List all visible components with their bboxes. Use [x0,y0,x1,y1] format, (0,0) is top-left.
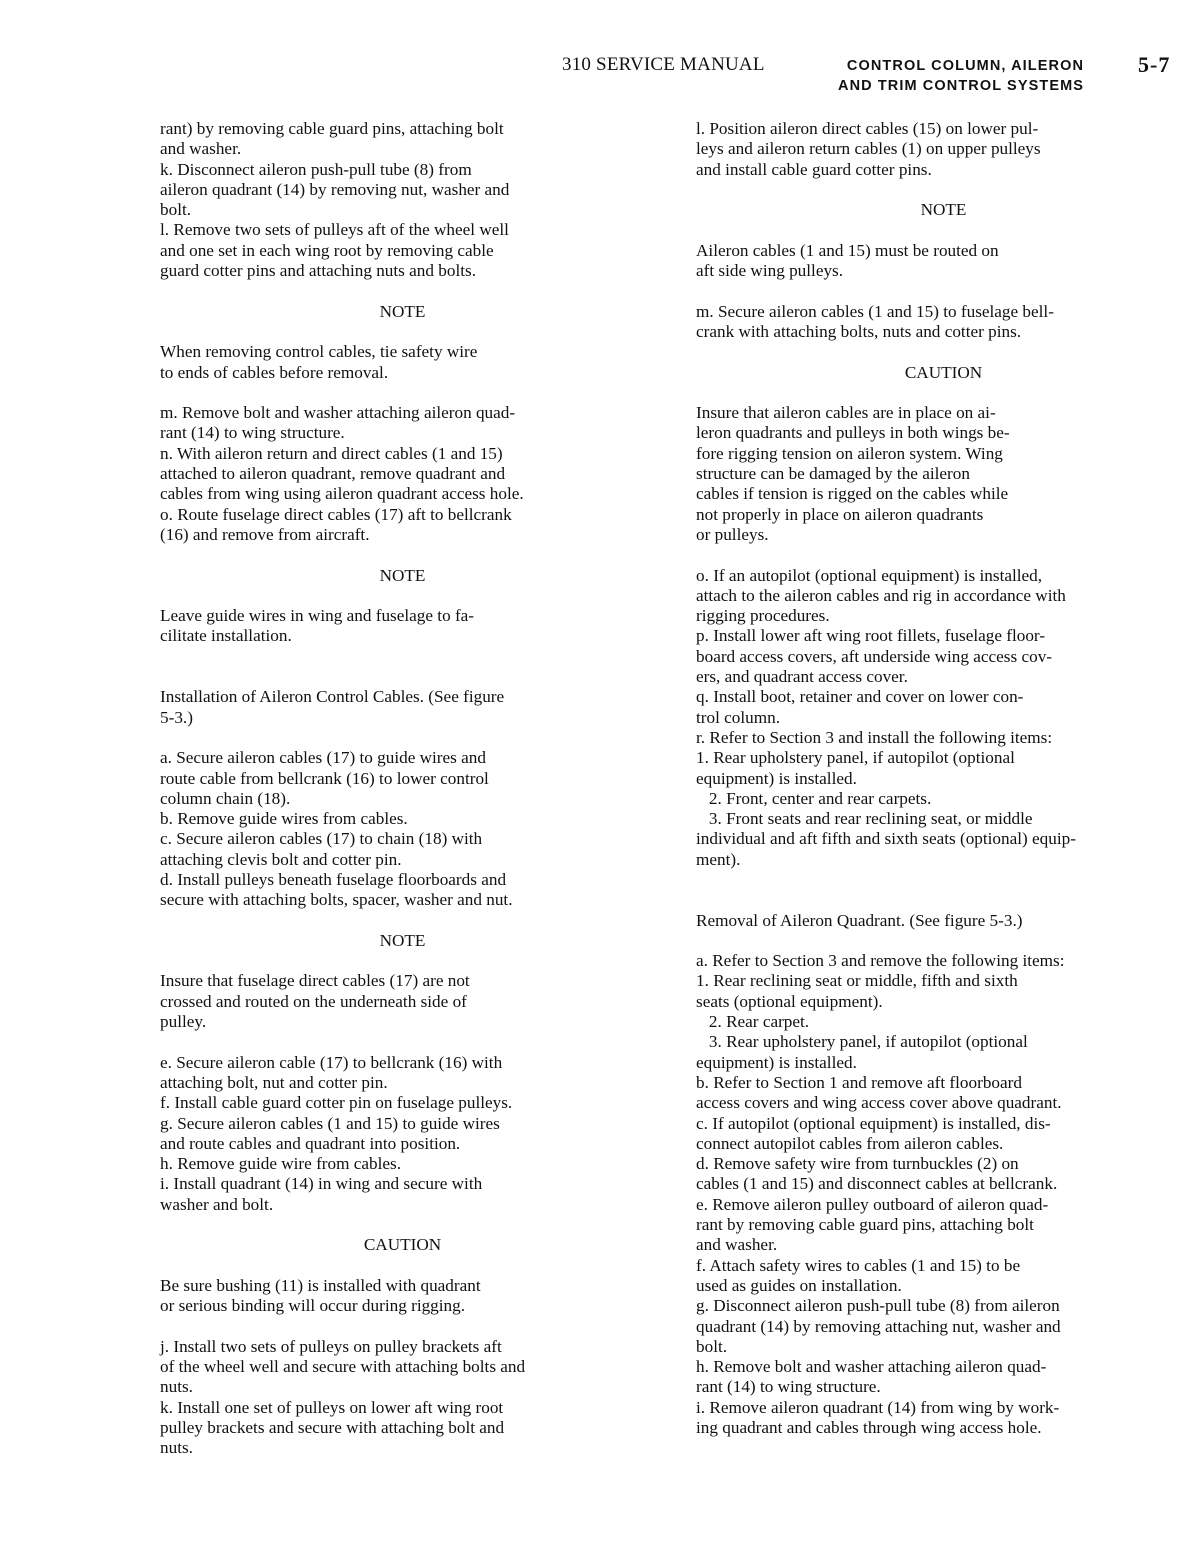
caution-line: leron quadrants and pulleys in both wings be- [696,423,1010,443]
text-line: rant) by removing cable guard pins, attaching bolt [160,119,504,138]
text-line: equipment) is installed. [696,1052,857,1072]
note-line: cilitate installation. [160,626,292,646]
step-line: k. Install one set of pulleys on lower aft wing root [160,1397,504,1417]
text-line: washer and bolt. [160,1194,274,1214]
text-line: attaching bolt, nut and cotter pin. [160,1072,388,1092]
text-line: seats (optional equipment). [696,991,883,1011]
text-line: connect autopilot cables from aileron cables. [696,1133,1004,1153]
note-line: Leave guide wires in wing and fuselage to fa- [160,606,475,626]
text-line: and install cable guard cotter pins. [696,159,932,179]
text-line: rant (14) to wing structure. [160,423,345,443]
text-line: and one set in each wing root by removing cable [160,240,494,260]
text-line: ers, and quadrant access cover. [696,667,908,687]
section-heading: Installation of Aileron Control Cables. (See figure [160,687,505,707]
text-line: aileron quadrant (14) by removing nut, washer and [160,179,510,199]
text-line: used as guides on installation. [696,1275,902,1295]
right-column [696,119,1191,1438]
note-title: NOTE [379,930,426,950]
note-line: When removing control cables, tie safety wire [160,342,478,362]
step-line: j. Install two sets of pulleys on pulley brackets aft [160,1336,502,1356]
text-line: cables from wing using aileron quadrant access hole. [160,484,524,504]
step-line: c. Secure aileron cables (17) to chain (18) with [160,829,483,849]
step-line: h. Remove guide wire from cables. [160,1154,402,1174]
step-line: q. Install boot, retainer and cover on lower con- [696,687,1024,707]
caution-line: fore rigging tension on aileron system. Wing [696,443,1003,463]
step-line: f. Install cable guard cotter pin on fuselage pulleys. [160,1093,513,1113]
note-line: Aileron cables (1 and 15) must be routed on [696,240,999,260]
caution-title: CAUTION [363,1235,442,1255]
step-line: h. Remove bolt and washer attaching aileron quad- [696,1357,1047,1377]
text-line: trol column. [696,707,781,727]
note-line: aft side wing pulleys. [696,261,844,281]
text-line: ment). [696,849,741,869]
text-line: access covers and wing access cover above quadrant. [696,1093,1062,1113]
step-line: 1. Rear reclining seat or middle, fifth and sixth [696,971,1018,991]
step-line: d. Install pulleys beneath fuselage floorboards and [160,869,507,889]
step-line: 1. Rear upholstery panel, if autopilot (optional [696,748,1015,768]
caution-line: or serious binding will occur during rigging. [160,1296,466,1316]
manual-title: 310 SERVICE MANUAL [562,54,765,75]
step-line: c. If autopilot (optional equipment) is installed, dis- [696,1113,1051,1133]
step-line: o. If an autopilot (optional equipment) is installed, [696,565,1043,585]
section-heading: Removal of Aileron Quadrant. (See figure 5-3.) [696,910,1023,930]
section-title-line2: AND TRIM CONTROL SYSTEMS [838,78,1085,94]
caution-line: Be sure bushing (11) is installed with quadrant [160,1275,481,1295]
text-line: nuts. [160,1438,193,1458]
step-line: i. Remove aileron quadrant (14) from wing by work- [696,1397,1060,1417]
caution-line: structure can be damaged by the aileron [696,464,970,484]
text-line: quadrant (14) by removing attaching nut, washer and [696,1316,1061,1336]
text-line: secure with attaching bolts, spacer, washer and nut. [160,890,513,910]
section-title [838,56,1084,96]
note-title: NOTE [379,565,426,585]
note-line: crossed and routed on the underneath side of [160,991,467,1011]
text-line: pulley brackets and secure with attaching bolt and [160,1418,505,1437]
step-line: b. Refer to Section 1 and remove aft floorboard [696,1072,1022,1092]
left-column [160,119,645,1459]
step-line: p. Install lower aft wing root fillets, fuselage floor- [696,626,1046,646]
caution-line: Insure that aileron cables are in place on ai- [696,403,996,423]
text-line: leys and aileron return cables (1) on upper pulleys [696,139,1041,159]
note-line: pulley. [160,1012,207,1032]
note-title: NOTE [379,301,426,321]
step-line: a. Refer to Section 3 and remove the following items: [696,951,1065,971]
step-line: a. Secure aileron cables (17) to guide wires and [160,748,486,768]
text-line: route cable from bellcrank (16) to lower control [160,768,489,788]
text-line: column chain (18). [160,788,291,808]
note-line: to ends of cables before removal. [160,362,389,382]
text-line: attached to aileron quadrant, remove quadrant and [160,464,506,484]
step-line: f. Attach safety wires to cables (1 and 15) to be [696,1255,1021,1275]
caution-line: not properly in place on aileron quadrants [696,504,984,524]
text-line: bolt. [696,1336,728,1356]
section-heading: 5-3.) [160,707,193,727]
step-line: b. Remove guide wires from cables. [160,809,408,829]
text-line: and washer. [696,1235,778,1255]
text-line: of the wheel well and secure with attaching bolts and [160,1357,526,1377]
step-line: 2. Front, center and rear carpets. [696,788,932,808]
text-line: and route cables and quadrant into position. [160,1133,461,1153]
text-line: and washer. [160,139,242,159]
text-line: attaching clevis bolt and cotter pin. [160,849,402,869]
step-line: l. Position aileron direct cables (15) on lower pul- [696,119,1039,138]
text-line: individual and aft fifth and sixth seats (optional) equip- [696,829,1076,849]
step-line: m. Secure aileron cables (1 and 15) to fuselage bell- [696,301,1054,321]
caution-line: or pulleys. [696,524,769,544]
step-line: g. Secure aileron cables (1 and 15) to guide wires [160,1113,500,1133]
text-line: rant by removing cable guard pins, attaching bolt [696,1215,1034,1235]
text-line: nuts. [160,1377,193,1397]
step-line: e. Secure aileron cable (17) to bellcrank (16) with [160,1052,503,1072]
caution-line: cables if tension is rigged on the cables while [696,484,1009,504]
note-line: Insure that fuselage direct cables (17) are not [160,971,470,991]
text-line: board access covers, aft underside wing access cov- [696,646,1053,666]
step-line: r. Refer to Section 3 and install the following items: [696,727,1053,747]
step-line: k. Disconnect aileron push-pull tube (8) from [160,159,472,179]
step-line: 2. Rear carpet. [696,1012,810,1032]
text-line: equipment) is installed. [696,768,857,788]
text-line: attach to the aileron cables and rig in accordance with [696,585,1066,605]
section-title-line1: CONTROL COLUMN, AILERON [846,58,1085,74]
step-line: l. Remove two sets of pulleys aft of the wheel well [160,220,509,240]
step-line: 3. Front seats and rear reclining seat, or middle [696,809,1033,829]
text-line: cables (1 and 15) and disconnect cables at bellcrank. [696,1174,1058,1194]
page-number: 5-7 [1138,52,1171,77]
text-line: (16) and remove from aircraft. [160,524,370,544]
step-line: m. Remove bolt and washer attaching aileron quad- [160,403,516,423]
note-title: NOTE [920,200,967,220]
step-line: g. Disconnect aileron push-pull tube (8) from aileron [696,1296,1060,1316]
text-line: rant (14) to wing structure. [696,1377,881,1397]
caution-title: CAUTION [904,362,983,382]
step-line: o. Route fuselage direct cables (17) aft to bellcrank [160,504,512,524]
text-line: ing quadrant and cables through wing access hole. [696,1418,1042,1437]
step-line: e. Remove aileron pulley outboard of aileron quad- [696,1194,1049,1214]
step-line: n. With aileron return and direct cables (1 and 15) [160,443,503,463]
step-line: 3. Rear upholstery panel, if autopilot (optional [696,1032,1028,1052]
step-line: i. Install quadrant (14) in wing and secure with [160,1174,483,1194]
text-line: rigging procedures. [696,606,830,626]
text-line: crank with attaching bolts, nuts and cotter pins. [696,321,1022,341]
text-line: guard cotter pins and attaching nuts and bolts. [160,261,476,281]
text-line: bolt. [160,200,192,220]
step-line: d. Remove safety wire from turnbuckles (2) on [696,1154,1019,1174]
